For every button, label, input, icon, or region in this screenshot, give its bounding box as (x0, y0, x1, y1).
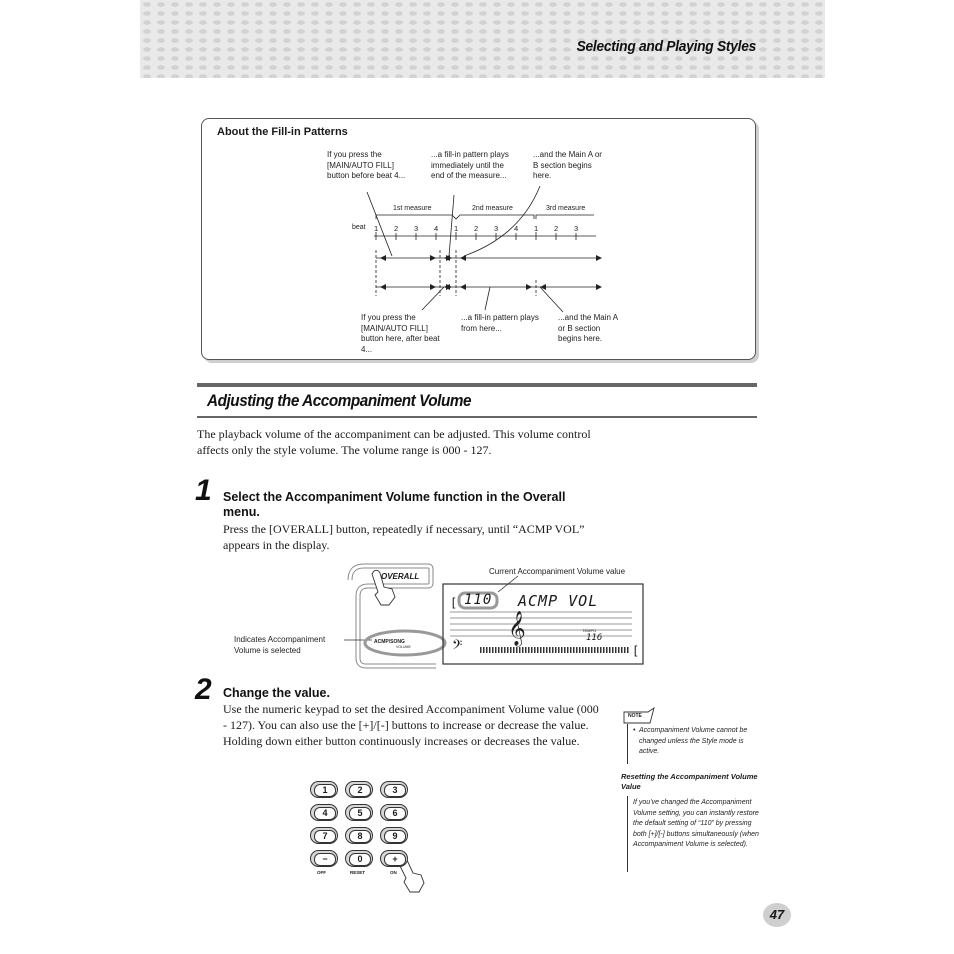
measure-label-3: 3rd measure (546, 205, 586, 212)
keypad-key[interactable] (345, 850, 373, 867)
beat-number: 2 (554, 224, 559, 233)
step-1-heading: Select the Accompaniment Volume function in the Overall menu. (223, 490, 566, 519)
keypad-key-label: 6 (384, 807, 406, 820)
beat-number: 1 (534, 224, 539, 233)
keypad-key-label: 7 (314, 830, 336, 843)
beat-label: beat (352, 224, 366, 231)
step-1-number: 1 (195, 474, 212, 507)
beat-number: 3 (574, 224, 579, 233)
keypad-key[interactable] (345, 804, 373, 821)
keypad-key-label: 8 (349, 830, 371, 843)
keypad-key[interactable] (380, 804, 408, 821)
section-title: Adjusting the Accompaniment Volume (207, 391, 472, 410)
measure-label-1: 1st measure (393, 205, 432, 212)
lcd-tempo-value: 116 (586, 633, 603, 643)
keypad-key-label: 5 (349, 807, 371, 820)
beat-number: 1 (374, 224, 379, 233)
keypad-key-label: − (314, 853, 336, 866)
keypad-key-label: + (384, 853, 406, 866)
note-text: Accompaniment Volume cannot be changed unless the Style mode is active. (639, 727, 748, 755)
overall-button-label[interactable]: OVERALL (381, 572, 420, 581)
top-note-3: ...and the Main A or B section begins here. (533, 150, 602, 180)
beat-number: 2 (394, 224, 399, 233)
keypad-label-reset: RESET (350, 870, 366, 875)
keypad-key-label: 4 (314, 807, 336, 820)
note-badge: NOTE (628, 713, 642, 719)
keypad-key[interactable] (310, 781, 338, 798)
beat-number: 1 (454, 224, 459, 233)
note-bullet: • (633, 727, 636, 734)
svg-text:𝄢: 𝄢 (452, 637, 463, 656)
step-2-text: Use the numeric keypad to set the desired Accompaniment Volume value (000 - 127). You can also use the [+]/[-] buttons to increase or decrease the value. Holding down either button continuously increases or decreases the value. (223, 702, 599, 748)
keypad-key[interactable] (345, 827, 373, 844)
beat-number: 4 (434, 224, 439, 233)
keypad-key-label: 3 (384, 784, 406, 797)
beat-number: 3 (414, 224, 419, 233)
top-note-1: If you press the [MAIN/AUTO FILL] button before beat 4... (327, 150, 406, 180)
measure-label-2: 2nd measure (472, 205, 513, 212)
keypad-label-off: OFF (317, 870, 326, 875)
keypad-key[interactable] (310, 850, 338, 867)
svg-text:[: [ (450, 596, 458, 610)
keypad-key-label: 1 (314, 784, 336, 797)
keypad-key-label: 0 (349, 853, 371, 866)
page-number: 47 (763, 903, 791, 927)
keypad-label-on: ON (390, 870, 397, 875)
note-rule (627, 724, 628, 764)
lcd-indicator-sub: VOLUME (396, 645, 411, 649)
keypad-key[interactable] (380, 781, 408, 798)
lcd-function-name: ACMP VOL (518, 592, 599, 610)
reset-text: If you’ve changed the Accompaniment Volume setting, you can instantly restore the default setting of “110” by pressing both [+]/[-] buttons simultaneously (when Accompaniment Volume is selected). (633, 799, 759, 848)
value-callout: Current Accompaniment Volume value (489, 567, 626, 576)
svg-text:[: [ (632, 644, 640, 658)
step-2-heading: Change the value. (223, 686, 330, 700)
bottom-note-1: If you press the [MAIN/AUTO FILL] button here, after beat 4... (361, 313, 440, 354)
keypad-key-label: 2 (349, 784, 371, 797)
reset-rule (627, 796, 628, 872)
keypad-key-label: 9 (384, 830, 406, 843)
beat-number: 4 (514, 224, 519, 233)
fill-in-title: About the Fill-in Patterns (217, 126, 348, 138)
chapter-title: Selecting and Playing Styles (576, 38, 756, 55)
indicator-callout: Indicates Accompaniment Volume is selected (234, 635, 326, 655)
keypad-key[interactable] (380, 827, 408, 844)
beat-number: 3 (494, 224, 499, 233)
keypad-key[interactable] (310, 804, 338, 821)
lcd-indicator-label: ACMP/SONG (374, 639, 405, 645)
keypad-key[interactable] (380, 850, 408, 867)
intro-paragraph: The playback volume of the accompaniment can be adjusted. This volume control affects only the style volume. The volume range is 000 - 127. (197, 427, 591, 457)
bottom-note-3: ...and the Main A or B section begins here. (558, 313, 618, 343)
step-2-number: 2 (195, 673, 212, 706)
beat-number: 2 (474, 224, 479, 233)
keypad-key[interactable] (345, 781, 373, 798)
svg-text:𝄞: 𝄞 (508, 611, 526, 646)
bottom-note-2: ...a fill-in pattern plays from here... (461, 313, 539, 333)
keypad-key[interactable] (310, 827, 338, 844)
top-note-2: ...a fill-in pattern plays immediately until the end of the measure... (431, 150, 509, 180)
step-1-text: Press the [OVERALL] button, repeatedly if necessary, until “ACMP VOL” appears in the display. (223, 522, 585, 552)
lcd-value: 110 (464, 592, 493, 608)
reset-title: Resetting the Accompaniment Volume Value (621, 772, 758, 791)
lcd-tempo-label: TEMPO (582, 628, 597, 633)
